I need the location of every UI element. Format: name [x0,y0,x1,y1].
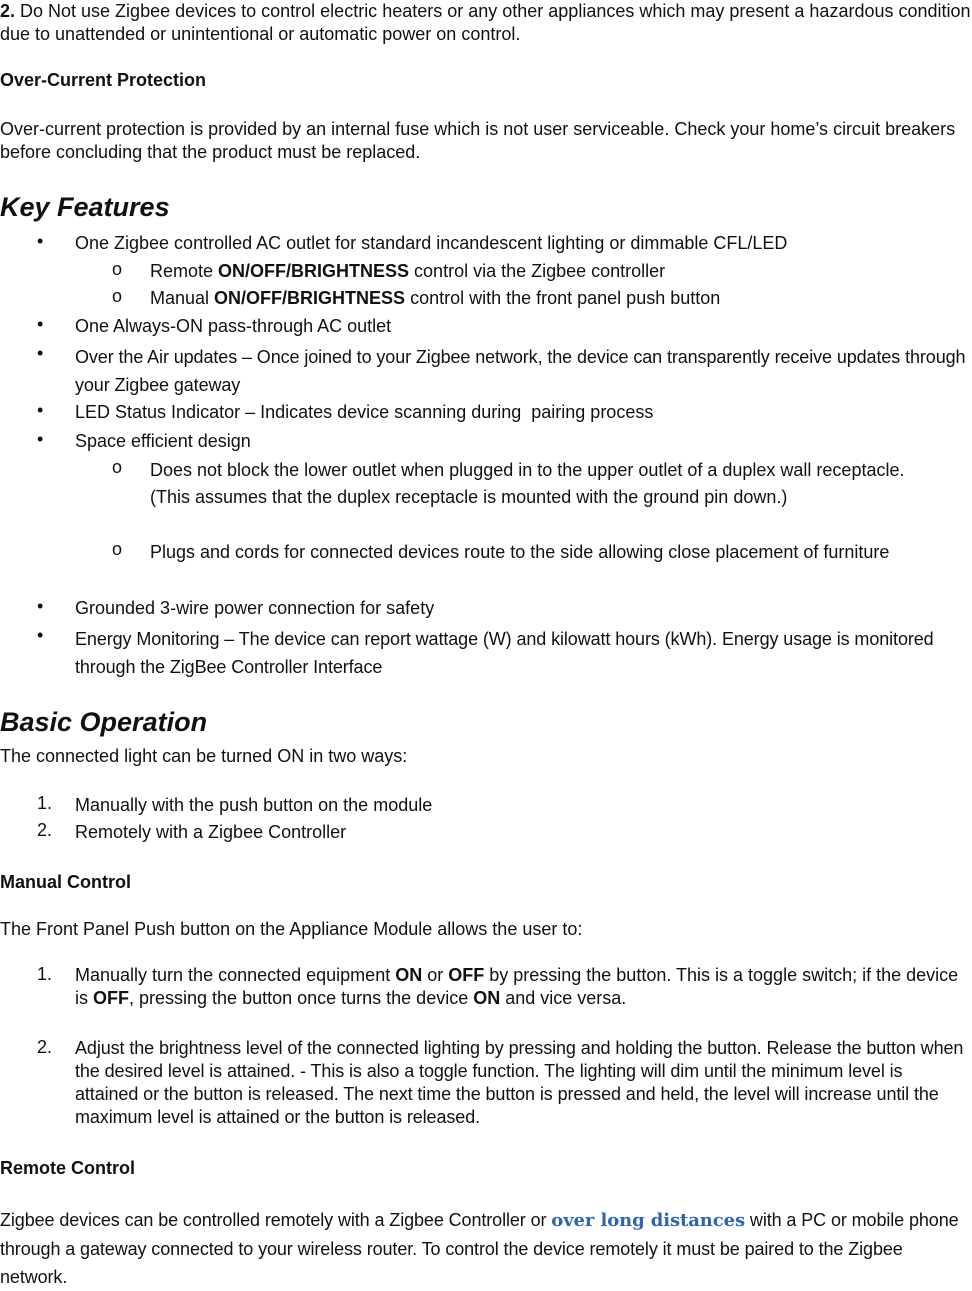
highlighted-phrase: over long distances [551,1210,746,1231]
feature-subitem-text: Does not block the lower outlet when plugged in to the upper outlet of a duplex wall receptacle. (This assumes that the duplex receptacle is mounted with the ground pin down.) [150,460,905,507]
text-run: Manual [150,288,215,308]
feature-subitem-remote [112,259,962,283]
bold-text-run: ON/OFF/BRIGHTNESS [218,261,410,281]
text-run: Manually turn the connected equipment [75,965,396,985]
bullet-icon: • [37,625,44,645]
sub-bullet-icon: o [112,286,123,306]
basic-item-remote [37,820,967,844]
feature-item-energy [37,625,969,681]
feature-item-led [37,400,967,424]
manual-control-intro: The Front Panel Push button on the Appliance Module allows the user to: [0,919,583,939]
basic-item-text: Manually with the push button on the module [75,795,433,815]
feature-text: One Zigbee controlled AC outlet for standard incandescent lighting or dimmable CFL/LED [75,233,788,253]
sub-bullet-icon: o [112,259,123,279]
feature-text: LED Status Indicator – Indicates device scanning during pairing process [75,402,654,422]
feature-item-passthrough [37,314,967,338]
text-run: control with the front panel push button [405,288,721,308]
sub-bullet-icon: o [112,539,123,559]
text-run: control via the Zigbee controller [409,261,666,281]
list-number: 1. [37,964,53,984]
feature-item-space [37,429,967,453]
feature-subitem-text: Plugs and cords for connected devices route to the side allowing close placement of furniture [150,542,890,562]
feature-item-outlet [37,231,967,255]
manual-item-text: Adjust the brightness level of the connected lighting by pressing and holding the button. Release the button when the desired level is attained. - This is also a toggle function. The lighting will dim until the minimum level is attained or the button is released. The next time the button is pressed and held, the level will increase until the maximum level is attained or the button is released. [75,1038,964,1127]
feature-subitem-cords [112,539,947,566]
bold-text-run: ON [473,988,501,1008]
text-run: , pressing the button once turns the device [129,988,474,1008]
key-features-heading: Key Features [0,192,170,222]
feature-subitem-duplex [112,457,932,511]
bold-text-run: OFF [448,965,485,985]
warning-text: Do Not use Zigbee devices to control electric heaters or any other appliances which may present a hazardous condition due to unattended or unintentional or automatic power on control. [0,1,971,44]
sub-bullet-icon: o [112,457,123,477]
text-run: with a PC or mobile phone through a gateway connected to your wireless router. To control the device remotely it must be paired to the Zigbee network. [0,1210,959,1287]
list-number: 2. [37,820,53,840]
bullet-icon: • [37,429,44,449]
overcurrent-paragraph: Over-current protection is provided by an internal fuse which is not user serviceable. Check your home’s circuit breakers before concluding that the product must be replaced. [0,119,956,162]
text-run: Remote [150,261,219,281]
warning-number: 2. [0,1,16,21]
feature-text: Energy Monitoring – The device can report wattage (W) and kilowatt hours (kWh). Energy usage is monitored through the ZigBee Controller Interface [75,629,934,677]
bullet-icon: • [37,596,44,616]
basic-item-manual [37,793,967,817]
list-number: 2. [37,1037,53,1057]
manual-item-toggle [37,964,967,1010]
text-run: by pressing the button. This is a toggle switch; if the device is [75,965,959,1008]
overcurrent-heading: Over-Current Protection [0,70,207,90]
bold-text-run: ON/OFF/BRIGHTNESS [214,288,406,308]
feature-item-ota [37,343,969,399]
feature-item-grounded [37,596,967,620]
manual-item-text [75,964,967,1010]
text-run: Zigbee devices can be controlled remotely with a Zigbee Controller or [0,1210,552,1230]
basic-item-text: Remotely with a Zigbee Controller [75,822,347,842]
remote-control-paragraph [0,1206,972,1291]
bullet-icon: • [37,343,44,363]
basic-operation-intro: The connected light can be turned ON in two ways: [0,746,408,766]
basic-operation-heading: Basic Operation [0,707,208,737]
manual-item-brightness [37,1037,969,1129]
text-run: and vice versa. [500,988,627,1008]
feature-subitem-text [150,286,720,310]
feature-text: One Always-ON pass-through AC outlet [75,316,392,336]
bold-text-run: ON [395,965,423,985]
feature-text: Over the Air updates – Once joined to your Zigbee network, the device can transparently receive updates through your Zigbee gateway [75,347,966,395]
hazard-warning-paragraph [0,0,972,46]
list-number: 1. [37,793,53,813]
bullet-icon: • [37,400,44,420]
bullet-icon: • [37,231,44,251]
manual-control-heading: Manual Control [0,872,131,892]
bullet-icon: • [37,314,44,334]
text-run: or [422,965,449,985]
feature-subitem-manual [112,286,962,310]
remote-control-heading: Remote Control [0,1158,135,1178]
feature-subitem-text [150,259,665,283]
feature-text: Grounded 3-wire power connection for safety [75,598,435,618]
feature-text: Space efficient design [75,431,251,451]
bold-text-run: OFF [93,988,129,1008]
